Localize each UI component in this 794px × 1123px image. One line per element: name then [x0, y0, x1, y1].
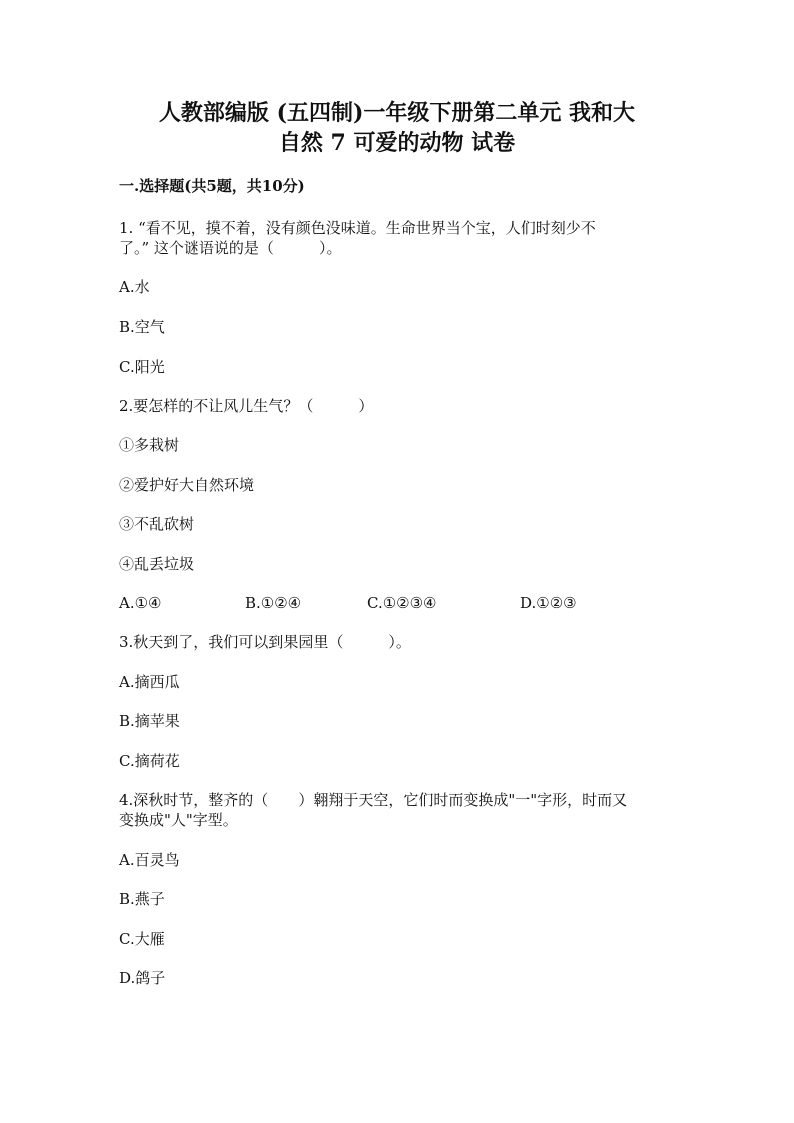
question-2-option-d: D.①②③: [520, 594, 577, 612]
question-1-option-c: C.阳光: [119, 358, 165, 376]
exam-title-line-1: 人教部编版 (五四制)一年级下册第二单元 我和大: [158, 100, 636, 126]
section-heading: 一.选择题(共5题，共10分): [119, 177, 305, 195]
exam-title: [120, 98, 674, 158]
question-1-option-a: A.水: [119, 278, 150, 296]
question-4-stem-line-1: 4.深秋时节，整齐的（ ）翱翔于天空，它们时而变换成"一"字形，时而又: [119, 791, 628, 809]
question-3-option-c: C.摘荷花: [119, 752, 180, 770]
question-1-stem-line-1: 1. “看不见，摸不着，没有颜色没味道。生命世界当个宝，人们时刻少不: [119, 219, 596, 237]
question-4-option-c: C.大雁: [119, 930, 165, 948]
question-1-stem-line-2: 了。” 这个谜语说的是（ ）。: [119, 239, 342, 257]
question-2-stem: 2.要怎样的不让风儿生气？（ ）: [119, 397, 374, 415]
question-4-option-d: D.鸽子: [119, 969, 166, 987]
question-2-item-4: ④乱丢垃圾: [119, 555, 195, 573]
exam-title-line-2: 自然 7 可爱的动物 试卷: [278, 130, 516, 156]
question-1-option-b: B.空气: [119, 318, 165, 336]
question-2-item-1: ①多栽树: [119, 436, 180, 454]
question-2-item-2: ②爱护好大自然环境: [119, 476, 255, 494]
question-2-option-c: C.①②③④: [367, 594, 437, 612]
question-4-option-b: B.燕子: [119, 890, 165, 908]
question-2-option-a: A.①④: [119, 594, 162, 612]
question-2-item-3: ③不乱砍树: [119, 515, 195, 533]
question-4-stem-line-2: 变换成"人"字型。: [119, 811, 238, 829]
question-2-option-b: B.①②④: [245, 594, 302, 612]
question-3-stem: 3.秋天到了，我们可以到果园里（ ）。: [119, 633, 411, 651]
question-3-option-a: A.摘西瓜: [119, 673, 180, 691]
question-4-option-a: A.百灵鸟: [119, 851, 180, 869]
question-3-option-b: B.摘苹果: [119, 712, 180, 730]
